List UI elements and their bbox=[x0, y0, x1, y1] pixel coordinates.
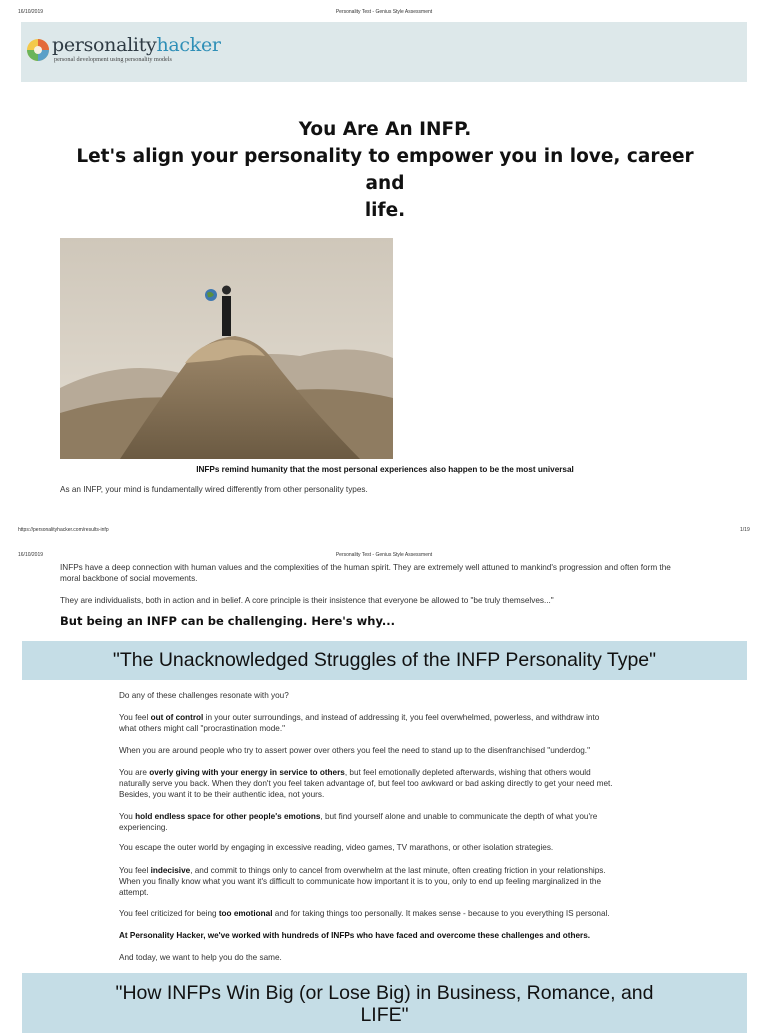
challenges-lead: But being an INFP can be challenging. Here's why... bbox=[60, 614, 396, 628]
struggle-3-text: You are bbox=[119, 768, 150, 777]
struggle-3-emphasis: overly giving with your energy in service to others bbox=[149, 768, 345, 777]
struggle-6-text: You feel bbox=[119, 866, 151, 875]
struggle-1 bbox=[119, 712, 649, 734]
intro-paragraph-2-line-2: moral backbone of social movements. bbox=[60, 574, 198, 583]
struggle-6 bbox=[119, 865, 649, 898]
struggle-3-line-2: naturally serve you back. When they don't you feel taken advantage of, but feel too awkward or bad asking directly to get your need met. bbox=[119, 779, 613, 788]
hero-line-1: You Are An INFP. bbox=[298, 119, 472, 140]
struggle-6-text-post: , and commit to things only to cancel from overwhelm at the last minute, often creating friction in your relationships. bbox=[190, 866, 606, 875]
print-title-2: Personality Test - Genius Style Assessment bbox=[335, 552, 433, 558]
section-2-title-line-1: "How INFPs Win Big (or Lose Big) in Business, Romance, and bbox=[115, 982, 654, 1004]
struggle-7-emphasis: too emotional bbox=[218, 909, 273, 918]
logo-word-personality: personality bbox=[52, 34, 157, 56]
logo-banner bbox=[21, 22, 747, 82]
struggle-1-text-post: in your outer surroundings, and instead of addressing it, you feel overwhelmed, powerless, and withdraw into bbox=[203, 713, 600, 722]
struggles-closing: And today, we want to help you do the same. bbox=[119, 953, 282, 962]
logo-tagline: personal development using personality models bbox=[54, 56, 172, 63]
struggle-1-line-2: what others might call "procrastination mode." bbox=[119, 724, 286, 733]
hero-line-2: Let's align your personality to empower you in love, career and bbox=[76, 146, 694, 194]
struggle-4-text: You bbox=[119, 812, 136, 821]
hero-headline bbox=[60, 116, 710, 224]
struggle-3-text-post: , but feel emotionally depleted afterwards, wishing that others would bbox=[344, 768, 591, 777]
struggle-3-line-3: Besides, you want it to be their authentic idea, not yours. bbox=[119, 790, 325, 799]
intro-paragraph-1: As an INFP, your mind is fundamentally wired differently from other personality types. bbox=[60, 485, 368, 494]
struggle-7-text: You feel criticized for being bbox=[119, 909, 219, 918]
print-title: Personality Test - Genius Style Assessment bbox=[335, 9, 433, 15]
print-url: https://personalityhacker.com/results-infp bbox=[18, 527, 109, 533]
logo-word-hacker: hacker bbox=[156, 34, 221, 56]
photo-caption: INFPs remind humanity that the most personal experiences also happen to be the most universal bbox=[196, 465, 574, 474]
struggle-3 bbox=[119, 767, 649, 800]
struggle-6-emphasis: indecisive bbox=[150, 866, 191, 875]
struggle-4-text-post: , but find yourself alone and unable to communicate the depth of what you're bbox=[320, 812, 598, 821]
struggle-7-text-post: and for taking things too personally. It makes sense - because to you everything IS personal. bbox=[272, 909, 610, 918]
print-page-number: 1/19 bbox=[740, 527, 750, 533]
intro-paragraph-2-line-1: INFPs have a deep connection with human values and the complexities of the human spirit. They are extremely well attuned to mankind's progression and often form the bbox=[60, 563, 671, 572]
struggle-1-emphasis: out of control bbox=[150, 713, 204, 722]
struggle-5: You escape the outer world by engaging in excessive reading, video games, TV marathons, or other isolation strategies. bbox=[119, 843, 554, 852]
section-1-title: "The Unacknowledged Struggles of the INFP Personality Type" bbox=[112, 649, 657, 671]
struggle-4-emphasis: hold endless space for other people's emotions bbox=[135, 812, 321, 821]
struggles-question: Do any of these challenges resonate with you? bbox=[119, 691, 289, 700]
section-2-title-line-2: LIFE" bbox=[360, 1004, 409, 1026]
logo-wordmark[interactable] bbox=[52, 34, 221, 56]
section-1-banner bbox=[22, 641, 747, 680]
hero-line-3: life. bbox=[364, 200, 406, 221]
logo-icon bbox=[26, 38, 50, 62]
struggle-6-line-3: attempt. bbox=[119, 888, 149, 897]
intro-paragraph-3: They are individualists, both in action and in belief. A core principle is their insistence that everyone be allowed to "be truly themselves..." bbox=[60, 596, 554, 605]
intro-paragraph-2 bbox=[60, 562, 730, 584]
section-2-banner bbox=[22, 973, 747, 1033]
print-date: 16/10/2019 bbox=[18, 9, 44, 15]
struggle-4 bbox=[119, 811, 649, 833]
struggle-2: When you are around people who try to assert power over others you feel the need to stand up to the disenfranchised "underdog." bbox=[119, 746, 590, 755]
struggle-4-line-2: experiencing. bbox=[119, 823, 168, 832]
hero-photo bbox=[60, 238, 393, 459]
struggle-7 bbox=[119, 908, 649, 919]
print-date-2: 16/10/2019 bbox=[18, 552, 44, 558]
struggles-closing-bold: At Personality Hacker, we've worked with hundreds of INFPs who have faced and overcome these challenges and others. bbox=[119, 931, 591, 940]
struggle-6-line-2: When you finally know what you want it's difficult to communicate how important it is to you, only to end up feeling marginalized in the bbox=[119, 877, 601, 886]
struggle-1-text: You feel bbox=[119, 713, 151, 722]
